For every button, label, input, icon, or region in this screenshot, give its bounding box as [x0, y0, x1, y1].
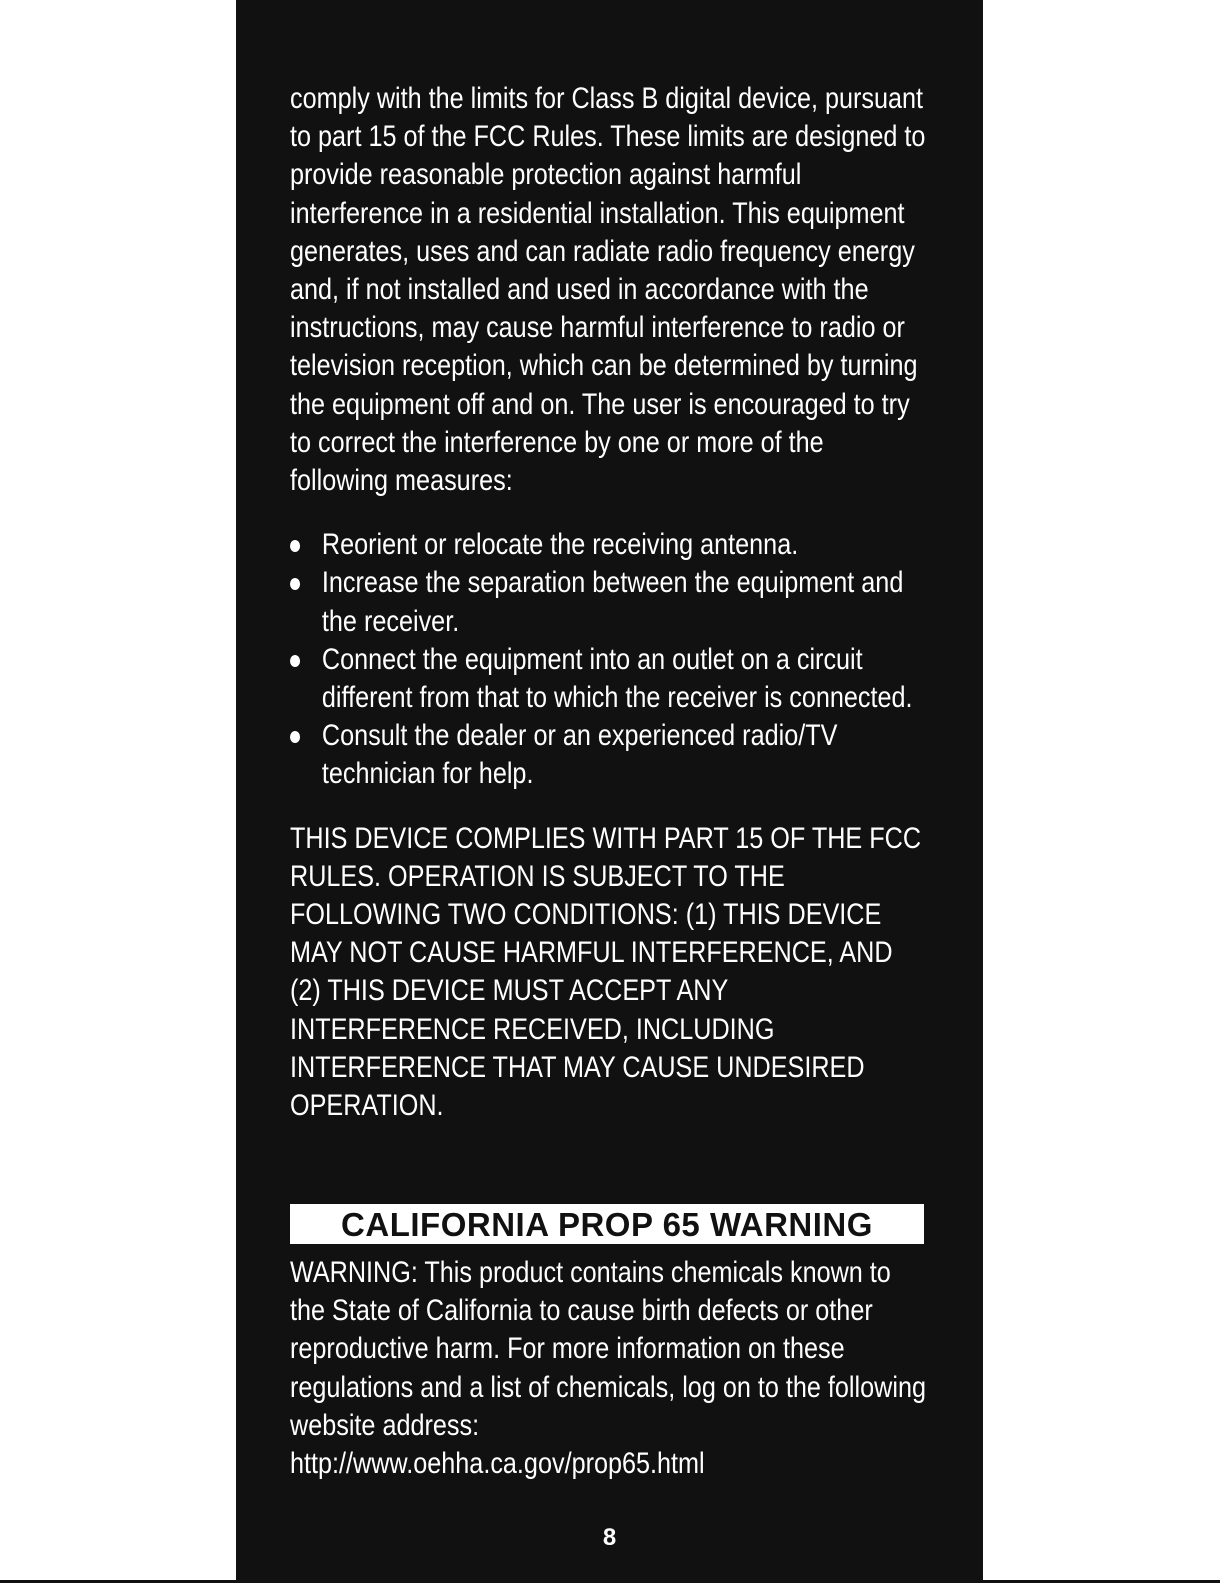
measure-text: Connect the equipment into an outlet on a circuit different from that to which the receiver is connected.: [321, 642, 913, 715]
page-number: 8: [602, 1524, 617, 1551]
list-item: [290, 641, 928, 717]
list-item: [290, 717, 928, 793]
prop65-section: [290, 1254, 928, 1483]
list-item: [290, 564, 928, 640]
measure-text: Consult the dealer or an experienced radio/TV technician for help.: [321, 719, 838, 791]
list-item: [290, 526, 928, 564]
fcc-compliance-statement: THIS DEVICE COMPLIES WITH PART 15 OF THE FCC RULES. OPERATION IS SUBJECT TO THE FOLLOWING TWO CONDITIONS: (1) THIS DEVICE MAY NOT CAUSE HARMFUL INTERFERENCE, AND (2) THIS DEVICE MUST ACCEPT ANY INTERFERENCE RECEIVED, INCLUDING INTERFERENCE THAT MAY CAUSE UNDESIRED OPERATION.: [290, 821, 922, 1123]
fcc-section: [290, 80, 928, 1159]
manual-page: [236, 0, 983, 1583]
bullet-icon: [290, 731, 300, 743]
bullet-icon: [290, 655, 300, 667]
prop65-title: CALIFORNIA PROP 65 WARNING: [290, 1204, 924, 1244]
prop65-text: WARNING: This product contains chemicals known to the State of California to cause birth defects or other reproductive harm. For more information on these regulations and a list of chemicals, log on to the following website address:: [290, 1256, 926, 1442]
prop65-url: http://www.oehha.ca.gov/prop65.html: [290, 1447, 705, 1481]
bullet-icon: [290, 578, 300, 590]
measure-text: Increase the separation between the equipment and the receiver.: [321, 566, 904, 638]
fcc-intro-paragraph: comply with the limits for Class B digital device, pursuant to part 15 of the FCC Rules. These limits are designed to provide reasonable protection against harmful interference in a residential installation. This equipment generates, uses and can radiate radio frequency energy and, if not installed and used in accordance with the instructions, may cause harmful interference to radio or television reception, which can be determined by turning the equipment off and on. The user is encouraged to try to correct the interference by one or more of the following measures:: [290, 82, 926, 498]
measure-text: Reorient or relocate the receiving antenna.: [321, 528, 799, 562]
bullet-icon: [290, 540, 300, 552]
measures-list: [290, 526, 928, 793]
